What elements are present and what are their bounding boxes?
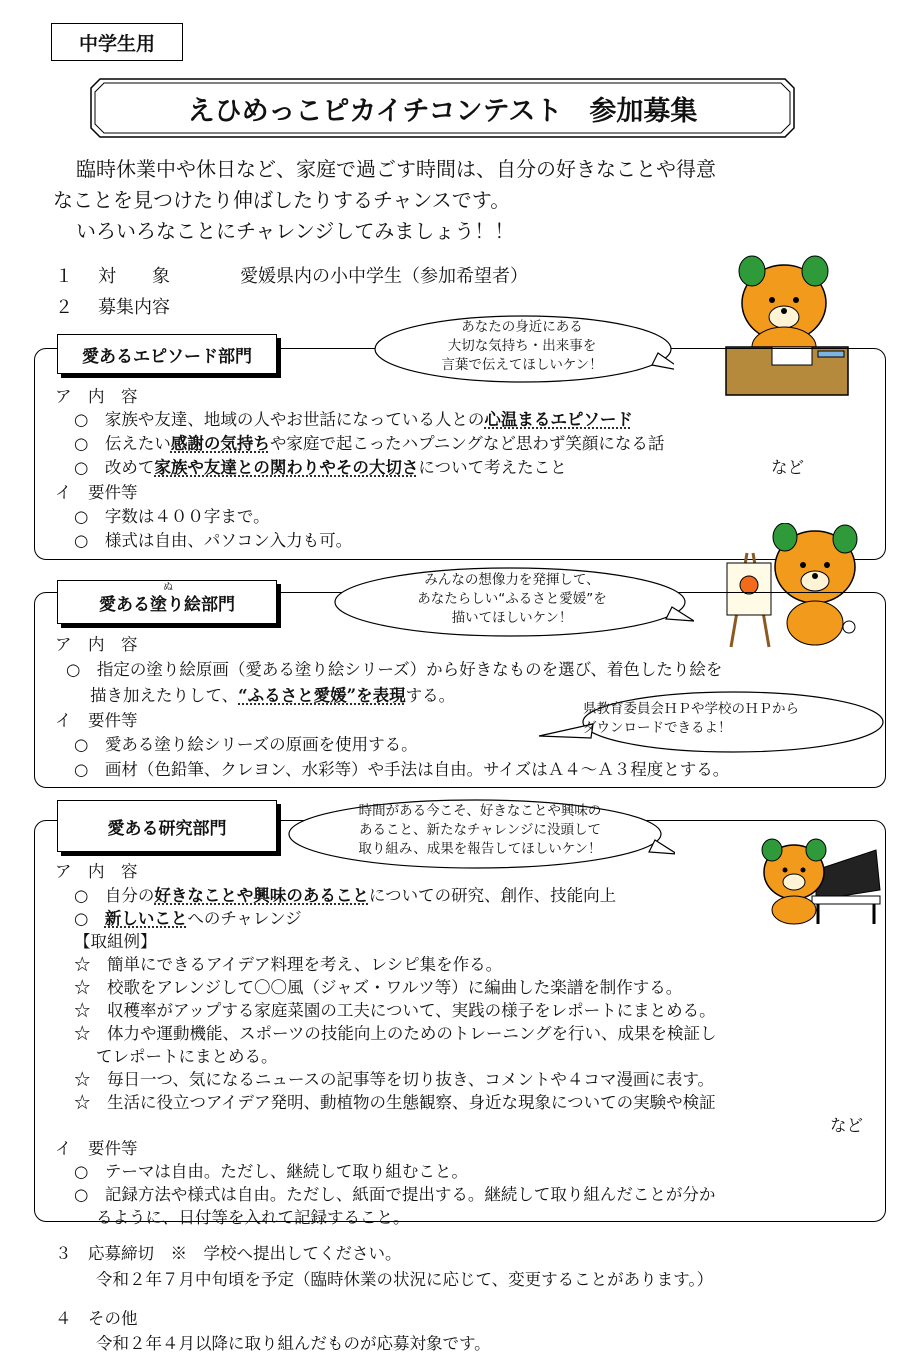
item3-head: ３ 応募締切 ※ 学校へ提出してください。 <box>55 1244 402 1263</box>
sec3-ex-2: ☆ 校歌をアレンジして〇〇風（ジャズ・ワルツ等）に編曲した楽譜を制作する。 <box>74 978 683 997</box>
title-box <box>90 78 795 138</box>
sec3-ex-1: ☆ 簡単にできるアイデア料理を考え、レシピ集を作る。 <box>74 955 503 974</box>
sec1-b1: ○ 字数は４００字まで。 <box>74 507 270 526</box>
item1-value: 愛媛県内の小中学生（参加希望者） <box>240 266 528 287</box>
grade-tag: 中学生用 <box>51 23 183 61</box>
sec3-ex-head: 【取組例】 <box>74 932 157 951</box>
sec3-ex-3: ☆ 収穫率がアップする家庭菜園の工夫について、実践の様子をレポートにまとめる。 <box>74 1001 716 1020</box>
sec2-b2: ○ 画材（色鉛筆、クレヨン、水彩等）や手法は自由。サイズはＡ４～Ａ３程度とする。 <box>74 760 730 779</box>
item4-head: ４ その他 <box>55 1309 138 1328</box>
sec1-a3-end: など <box>771 458 804 477</box>
sec3-ex-4: ☆ 体力や運動機能、スポーツの技能向上のためのトレーニングを行い、成果を検証し <box>74 1024 717 1043</box>
sec3-b-head: イ 要件等 <box>55 1139 138 1158</box>
section-coloring-title: ぬ 愛ある塗り絵部門 <box>57 580 277 624</box>
sec1-b2: ○ 様式は自由、パソコン入力も可。 <box>74 531 353 550</box>
sec2-b1: ○ 愛ある塗り絵シリーズの原画を使用する。 <box>74 735 418 754</box>
item1-label: 対 象 <box>98 266 170 287</box>
sec1-a-head: ア 内 容 <box>55 387 138 406</box>
sec2-a2: 描き加えたりして、“ふるさと愛媛”を表現する。 <box>90 686 456 705</box>
intro-line-3: いろいろなことにチャレンジしてみましょう！！ <box>76 219 515 243</box>
sec3-a-head: ア 内 容 <box>55 862 138 881</box>
page-title: えひめっこピカイチコンテスト 参加募集 <box>187 95 698 127</box>
sec1-a1: ○ 家族や友達、地域の人やお世話になっている人との心温まるエピソード <box>74 410 633 429</box>
intro-line-2: なことを見つけたり伸ばしたりするチャンスです。 <box>53 188 511 212</box>
item3-body: 令和２年７月中旬頃を予定（臨時休業の状況に応じて、変更することがあります。） <box>96 1270 714 1289</box>
ruby-nu: ぬ <box>163 581 173 593</box>
item2-label: 募集内容 <box>98 297 170 318</box>
bubble-coloring-text: みんなの想像力を発揮して、 あなたらしい“ふるさと愛媛”を 描いてほしいケン！ <box>417 572 607 626</box>
sec3-ex-6: ☆ 生活に役立つアイデア発明、動植物の生態観察、身近な現象についての実験や検証 <box>74 1093 716 1112</box>
section-episode-title: 愛あるエピソード部門 <box>57 334 277 374</box>
bubble-research-text: 時間がある今こそ、好きなことや興味の あること、新たなチャレンジに没頭して 取り組み、成果を報告してほしいケン！ <box>358 803 602 857</box>
sec3-a2: ○ 新しいことへのチャレンジ <box>74 909 302 928</box>
sec3-ex-4b: てレポートにまとめる。 <box>96 1047 278 1066</box>
intro-line-1: 臨時休業中や休日など、家庭で過ごす時間は、自分の好きなことや得意 <box>76 157 716 181</box>
bubble-episode-text: あなたの身近にある 大切な気持ち・出来事を 言葉で伝えてほしいケン！ <box>441 319 603 373</box>
mascot-piano-illustration <box>756 830 884 926</box>
item4-body: 令和２年４月以降に取り組んだものが応募対象です。 <box>96 1334 491 1353</box>
sec3-b3: るように、日付等を入れて記録すること。 <box>96 1208 410 1227</box>
sec2-a1: ○ 指定の塗り絵原画（愛ある塗り絵シリーズ）から好きなものを選び、着色したり絵を <box>66 660 723 679</box>
bubble-download-text: 県教育委員会ＨＰや学校のＨＰから ダウンロードできるよ！ <box>583 701 799 736</box>
sec1-a2: ○ 伝えたい感謝の気持ちや家庭で起こったハプニングなど思わず笑顔になる話 <box>74 434 665 453</box>
section-research-title: 愛ある研究部門 <box>57 800 277 852</box>
sec3-ex-5: ☆ 毎日一つ、気になるニュースの記事等を切り抜き、コメントや４コマ漫画に表す。 <box>74 1070 715 1089</box>
sec3-ex-6b: など <box>830 1116 863 1135</box>
sec3-b2: ○ 記録方法や様式は自由。ただし、紙面で提出する。継続して取り組んだことが分か <box>74 1185 716 1204</box>
sec3-a1: ○ 自分の好きなことや興味のあることについての研究、創作、技能向上 <box>74 886 617 905</box>
sec2-b-head: イ 要件等 <box>55 711 138 730</box>
item1-num: １ <box>55 266 73 287</box>
sec1-b-head: イ 要件等 <box>55 483 138 502</box>
sec3-b1: ○ テーマは自由。ただし、継続して取り組むこと。 <box>74 1162 468 1181</box>
item2-num: ２ <box>55 297 73 318</box>
sec1-a3: ○ 改めて家族や友達との関わりやその大切さについて考えたこと <box>74 458 567 477</box>
sec2-a-head: ア 内 容 <box>55 635 138 654</box>
